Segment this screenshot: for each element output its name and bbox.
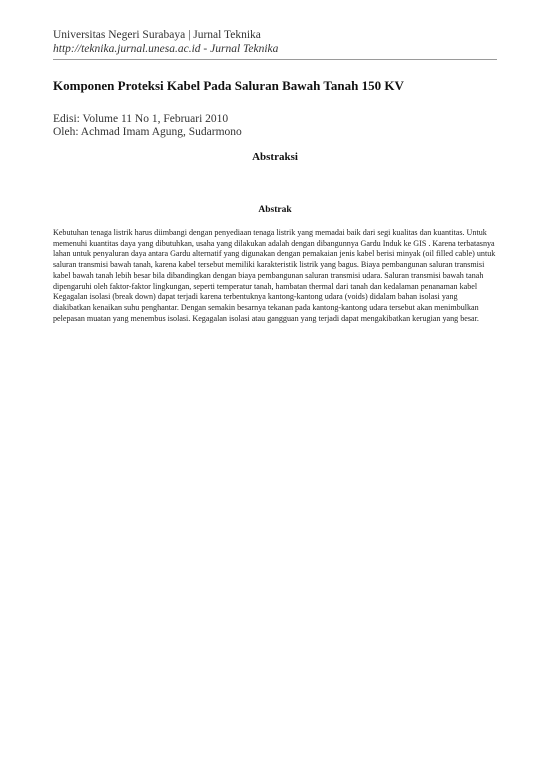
journal-header: [53, 28, 497, 56]
article-meta: [53, 113, 497, 139]
abstrak-heading: Abstrak: [258, 205, 292, 215]
journal-name: Universitas Negeri Surabaya | Jurnal Teknika: [53, 29, 261, 41]
article-title: Komponen Proteksi Kabel Pada Saluran Bawah Tanah 150 KV: [53, 78, 404, 93]
journal-url: http://teknika.jurnal.unesa.ac.id - Jurnal Teknika: [53, 43, 279, 55]
article-edition: Edisi: Volume 11 No 1, Februari 2010: [53, 113, 229, 125]
abstraksi-heading: Abstraksi: [252, 151, 298, 163]
header-divider: [53, 59, 497, 60]
article-authors: Oleh: Achmad Imam Agung, Sudarmono: [53, 126, 242, 138]
abstract-text: Kebutuhan tenaga listrik harus diimbangi dengan penyediaan tenaga listrik yang memadai baik dari segi kualitas dan kuantitas. Untuk memenuhi kuantitas daya yang dibutuhkan, usaha yang dilakukan adalah dengan dibangunnya Gardu Induk ke GIS . Karena terbatasnya lahan untuk penyaluran daya antara Gardu alternatif yang digunakan dengan pemakaian jenis kabel berisi minyak (oil filled cable) untuk saluran transmisi bawah tanah, karena kabel tersebut memiliki karakteristik listrik yang bagus. Biaya pembangunan saluran transmisi kabel bawah tanah lebih besar bila dibandingkan dengan biaya pembangunan saluran transmisi udara. Saluran transmisi bawah tanah dipengaruhi oleh faktor-faktor lingkungan, seperti temperatur tanah, hambatan thermal dari tanah dan kedalaman penanaman kabel Kegagalan isolasi (break down) dapat terjadi karena terbentuknya kantong-kantong udara (voids) didalam bahan isolasi yang diakibatkan kenaikan suhu penghantar. Dengan semakin besarnya tekanan pada kantong-kantong udara tersebut akan menimbulkan pelepasan muatan yang menembus isolasi. Kegagalan isolasi atau gangguan yang terjadi dapat mengakibatkan kerugian yang besar.: [53, 228, 496, 323]
